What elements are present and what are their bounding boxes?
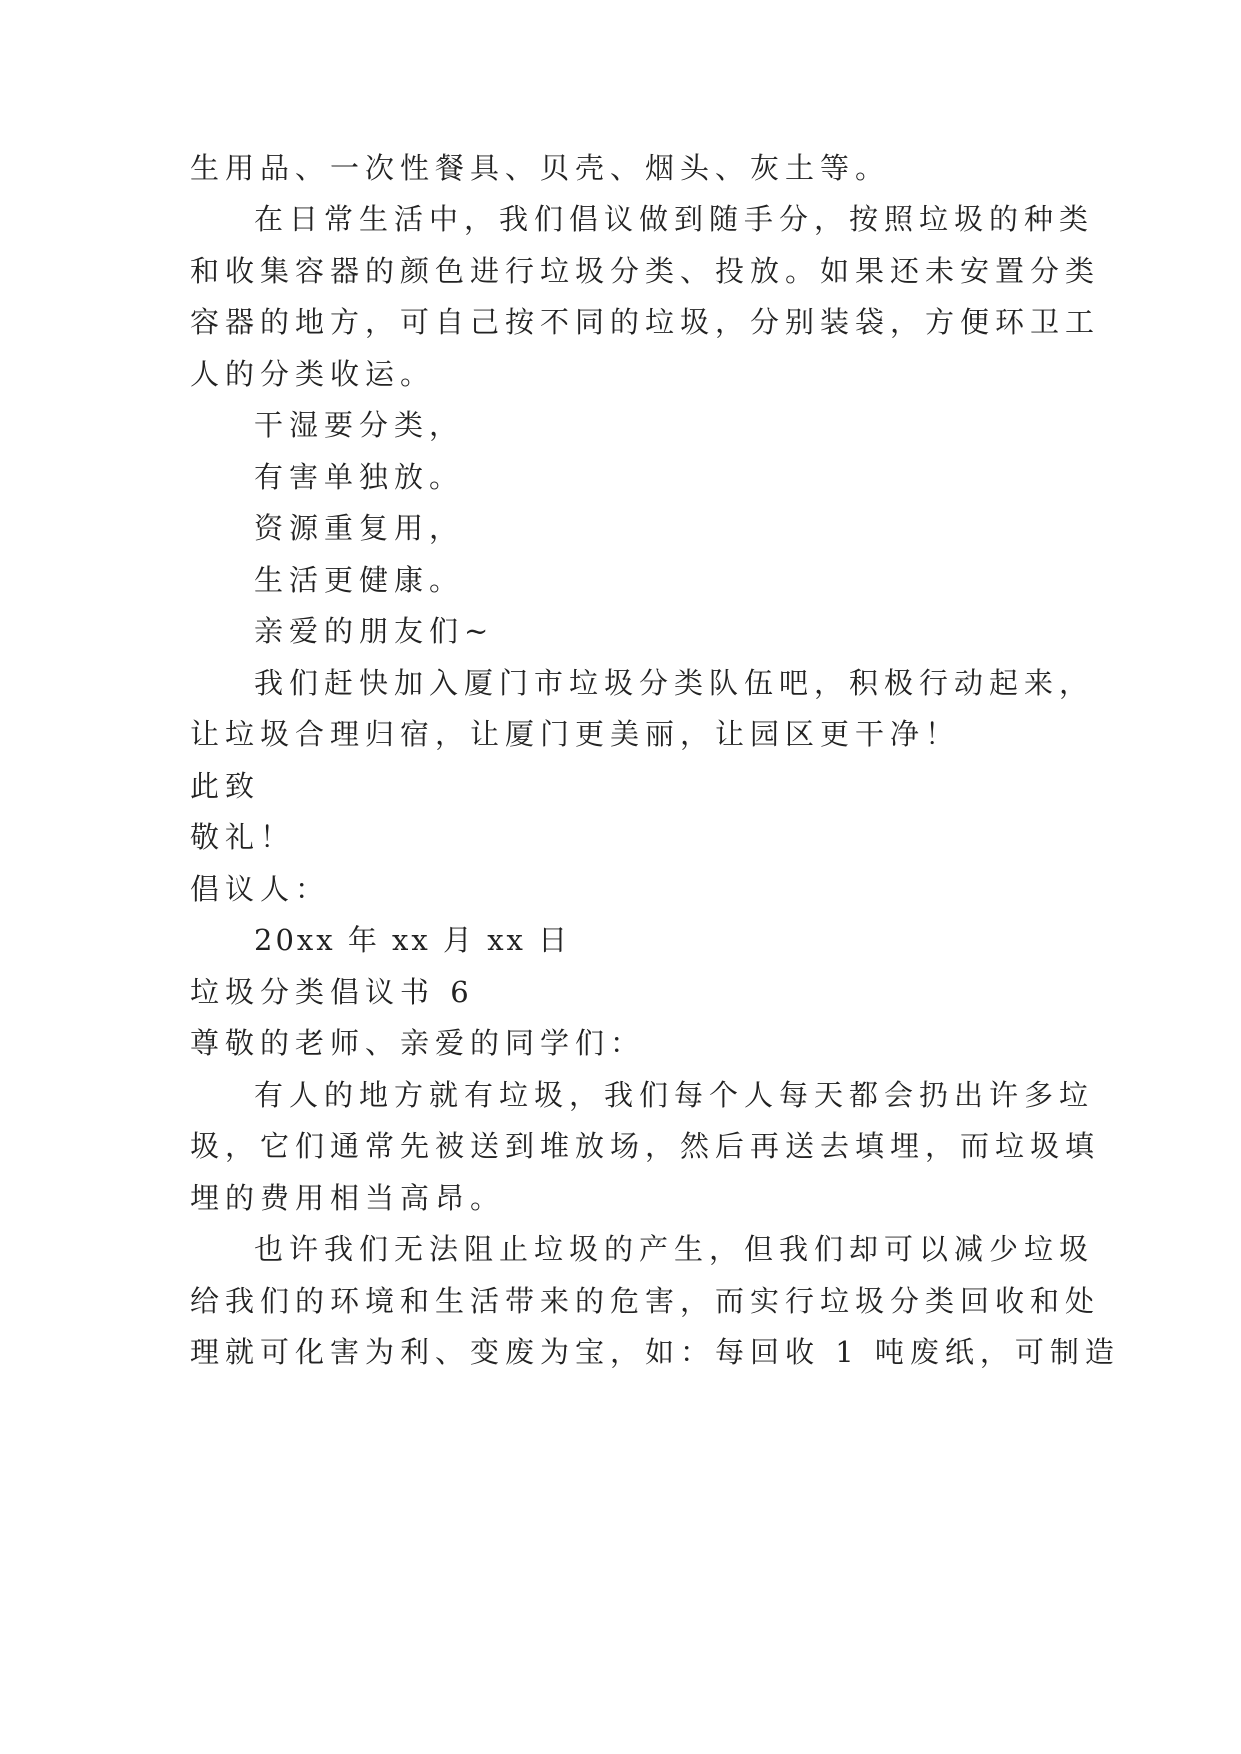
text-line: 也许我们无法阻止垃圾的产生，但我们却可以减少垃圾 — [254, 1232, 1095, 1266]
text-line: 容器的地方，可自己按不同的垃圾，分别装袋，方便环卫工 — [190, 305, 1101, 339]
closing-salutation: 此致 — [190, 769, 261, 803]
text-line: 埋的费用相当高昂。 — [190, 1181, 506, 1215]
text-line: 理就可化害为利、变废为宝，如：每回收 1 吨废纸，可制造 — [190, 1335, 1120, 1369]
text-line: 有害单独放。 — [254, 460, 465, 494]
text-line: 和收集容器的颜色进行垃圾分类、投放。如果还未安置分类 — [190, 254, 1101, 288]
text-line: 圾，它们通常先被送到堆放场，然后再送去填埋，而垃圾填 — [190, 1129, 1101, 1163]
signer-label: 倡议人： — [190, 872, 331, 906]
greeting: 尊敬的老师、亲爱的同学们： — [190, 1026, 646, 1060]
text-line: 干湿要分类， — [254, 408, 465, 442]
text-line: 亲爱的朋友们~ — [254, 614, 495, 648]
date-line: 20xx 年 xx 月 xx 日 — [254, 923, 571, 957]
text-line: 人的分类收运。 — [190, 357, 436, 391]
text-line: 我们赶快加入厦门市垃圾分类队伍吧，积极行动起来， — [254, 666, 1095, 700]
text-line: 生活更健康。 — [254, 563, 465, 597]
text-line: 资源重复用， — [254, 511, 465, 545]
text-line: 在日常生活中，我们倡议做到随手分，按照垃圾的种类 — [254, 202, 1095, 236]
text-line: 给我们的环境和生活带来的危害，而实行垃圾分类回收和处 — [190, 1284, 1101, 1318]
text-line: 生用品、一次性餐具、贝壳、烟头、灰土等。 — [190, 151, 891, 185]
closing-regards: 敬礼！ — [190, 820, 296, 854]
section-title: 垃圾分类倡议书 6 — [190, 975, 475, 1009]
text-line: 有人的地方就有垃圾，我们每个人每天都会扔出许多垃 — [254, 1078, 1095, 1112]
text-line: 让垃圾合理归宿，让厦门更美丽，让园区更干净！ — [190, 717, 961, 751]
